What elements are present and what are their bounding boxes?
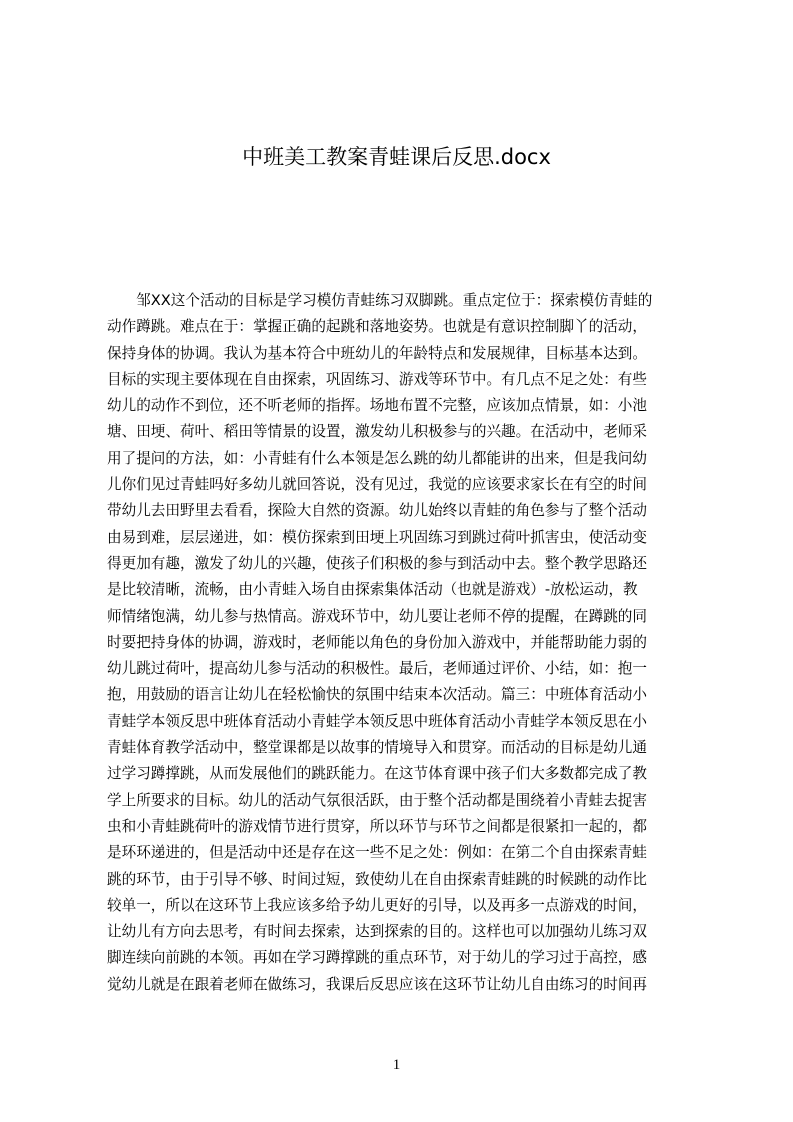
body-line: 动作蹲跳。难点在于：掌握正确的起跳和落地姿势。也就是有意识控制脚丫的活动， [107, 318, 647, 336]
body-line: 过学习蹲撑跳，从而发展他们的跳跃能力。在这节体育课中孩子们大多数都完成了教 [107, 765, 647, 783]
body-line: 由易到难，层层递进，如：模仿探索到田埂上巩固练习到跳过荷叶抓害虫，使活动变 [107, 528, 647, 546]
document-title: 中班美工教案青蛙课后反思.docx [242, 145, 551, 169]
body-line: 师情绪饱满，幼儿参与热情高。游戏环节中，幼儿要让老师不停的提醒，在蹲跳的同 [107, 607, 647, 625]
body-line: 较单一，所以在这环节上我应该多给予幼儿更好的引导，以及再多一点游戏的时间， [107, 896, 647, 914]
body-line: 得更加有趣，激发了幼儿的兴趣，使孩子们积极的参与到活动中去。整个教学思路还 [107, 554, 647, 572]
body-line: 是环环递进的，但是活动中还是存在这一些不足之处：例如：在第二个自由探索青蛙 [107, 844, 647, 862]
body-line: 跳的环节，由于引导不够、时间过短，致使幼儿在自由探索青蛙跳的时候跳的动作比 [107, 870, 647, 888]
body-line: 觉幼儿就是在跟着老师在做练习，我课后反思应该在这环节让幼儿自由练习的时间再 [107, 975, 647, 993]
document-body [107, 288, 697, 998]
body-line: 目标的实现主要体现在自由探索，巩固练习、游戏等环节中。有几点不足之处：有些 [107, 370, 647, 388]
body-line: 用了提问的方法，如：小青蛙有什么本领是怎么跳的幼儿都能讲的出来，但是我问幼 [107, 449, 647, 467]
body-line: 抱，用鼓励的语言让幼儿在轻松愉快的氛围中结束本次活动。篇三：中班体育活动小 [107, 686, 647, 704]
page-number: 1 [392, 1057, 401, 1073]
body-line: 青蛙体育教学活动中，整堂课都是以故事的情境导入和贯穿。而活动的目标是幼儿通 [107, 739, 647, 757]
body-line: 脚连续向前跳的本领。再如在学习蹲撑跳的重点环节，对于幼儿的学习过于高控，感 [107, 949, 647, 967]
body-line: 带幼儿去田野里去看看，探险大自然的资源。幼儿始终以青蛙的角色参与了整个活动 [107, 502, 647, 520]
body-line: 邹XX这个活动的目标是学习模仿青蛙练习双脚跳。重点定位于：探索模仿青蛙的 [107, 292, 653, 309]
body-line: 让幼儿有方向去思考，有时间去探索，达到探索的目的。这样也可以加强幼儿练习双 [107, 923, 647, 941]
body-line: 学上所要求的目标。幼儿的活动气氛很活跃，由于整个活动都是围绕着小青蛙去捉害 [107, 791, 647, 809]
body-line: 保持身体的协调。我认为基本符合中班幼儿的年龄特点和发展规律，目标基本达到。 [107, 344, 647, 362]
body-line: 时要把持身体的协调，游戏时，老师能以角色的身份加入游戏中，并能帮助能力弱的 [107, 633, 647, 651]
body-line: 青蛙学本领反思中班体育活动小青蛙学本领反思中班体育活动小青蛙学本领反思在小 [107, 712, 647, 730]
body-line: 儿你们见过青蛙吗好多幼儿就回答说，没有见过，我觉的应该要求家长在有空的时间 [107, 476, 647, 494]
body-line: 塘、田埂、荷叶、稻田等情景的设置，激发幼儿积极参与的兴趣。在活动中，老师采 [107, 423, 647, 441]
body-line: 虫和小青蛙跳荷叶的游戏情节进行贯穿，所以环节与环节之间都是很紧扣一起的，都 [107, 817, 647, 835]
body-line: 幼儿跳过荷叶，提高幼儿参与活动的积极性。最后，老师通过评价、小结，如：抱一 [107, 660, 647, 678]
body-line: 是比较清晰，流畅，由小青蛙入场自由探索集体活动（也就是游戏）-放松运动，教 [107, 581, 638, 599]
body-line: 幼儿的动作不到位，还不听老师的指挥。场地布置不完整，应该加点情景，如：小池 [107, 397, 647, 415]
